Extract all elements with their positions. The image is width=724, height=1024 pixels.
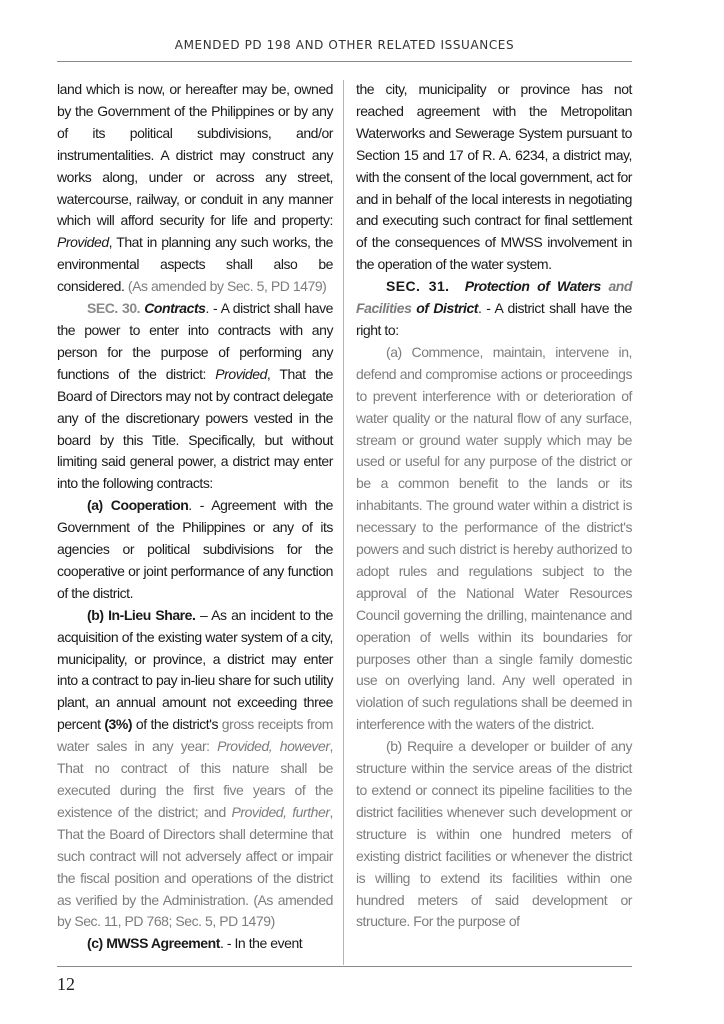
section-number: SEC. 30.	[87, 300, 141, 317]
item-c-mwss-agreement: (c) MWSS Agreement. - In the event	[87, 935, 303, 952]
amendment-note: (As amended by Sec. 5, PD 1479)	[127, 278, 327, 295]
left-column	[57, 79, 333, 955]
section-title: Contracts	[144, 300, 206, 317]
section-30: SEC. 30. Contracts. - A district shall have the power to enter into contracts with any person for the purpose of performing any functions of the district: Provided, That the Board of Directors may not by contract delegate any of the discretionary powers vested in the board by this Title. Specifically, but without limiting said general power, a district may enter into the following contracts:	[57, 300, 333, 492]
footer-divider	[57, 966, 632, 967]
right-column	[356, 79, 632, 933]
paragraph-continuation: land which is now, or hereafter may be, owned by the Government of the Philippines or by any of its political subdivisions, and/or instrumentalities. A district may construct any works along, under or across any street, watercourse, railway, or conduit in any manner which will afford security for life and property: Provided, That in planning any such works, the environmental aspects shall also be considered. (As amended by Sec. 5, PD 1479)	[57, 81, 333, 295]
item-a-cooperation: (a) Cooperation. - Agreement with the Government of the Philippines or any of its agencies or political subdivisions for the cooperative or joint performance of any function of the district.	[57, 497, 333, 601]
section-31: SEC. 31. Protection of Waters and Facilities of District. - A district shall have the right to:	[356, 278, 632, 338]
item-b-in-lieu-share: (b) In-Lieu Share. – As an incident to the acquisition of the existing water system of a city, municipality, or province, a district may enter into a contract to pay in-lieu share for such utility plant, an annual amount not exceeding three percent (3%) of the district's gross receipts from water sales in any year: Provided, however, That no contract of this nature shall be executed during the first five years of the existence of the district; and Provided, further, That the Board of Directors shall determine that such contract will not adversely affect or impair the fiscal position and operations of the district as verified by the Administration. (As amended by Sec. 11, PD 768; Sec. 5, PD 1479)	[57, 606, 333, 930]
item-a-commence: (a) Commence, maintain, intervene in, defend and compromise actions or proceedings to prevent interference with or deterioration of water quality or the natural flow of any surface, stream or ground water supply which may be used or useful for any purpose of the district or be a common benefit to the lands or its inhabitants. The ground water within a district is necessary to the performance of the district's powers and such district is hereby authorized to adopt rules and regulations subject to the approval of the National Water Resources Council governing the drilling, maintenance and operation of wells within its boundaries for purposes other than a single family domestic use on overlying land. Any well operated in violation of such regulations shall be deemed in interference with the waters of the district.	[356, 343, 632, 733]
header-divider	[57, 61, 632, 62]
column-divider	[343, 80, 344, 965]
page-number: 12	[57, 974, 75, 994]
item-b-require-developer: (b) Require a developer or builder of any structure within the service areas of the district to extend or connect its pipeline facilities to the district facilities whenever such development or structure is within one hundred meters of existing district facilities or whenever the district is willing to extend its facilities within one hundred meters of said development or structure. For the purpose of	[356, 738, 632, 930]
section-number: SEC. 31.	[386, 278, 450, 295]
running-header: AMENDED PD 198 AND OTHER RELATED ISSUANCES	[174, 38, 515, 52]
paragraph-continuation: the city, municipality or province has not reached agreement with the Metropolitan Waterworks and Sewerage System pursuant to Section 15 and 17 of R. A. 6234, a district may, with the consent of the local government, act for and in behalf of the local interests in negotiating and executing such contract for final settlement of the consequences of MWSS involvement in the operation of the water system.	[356, 81, 632, 273]
